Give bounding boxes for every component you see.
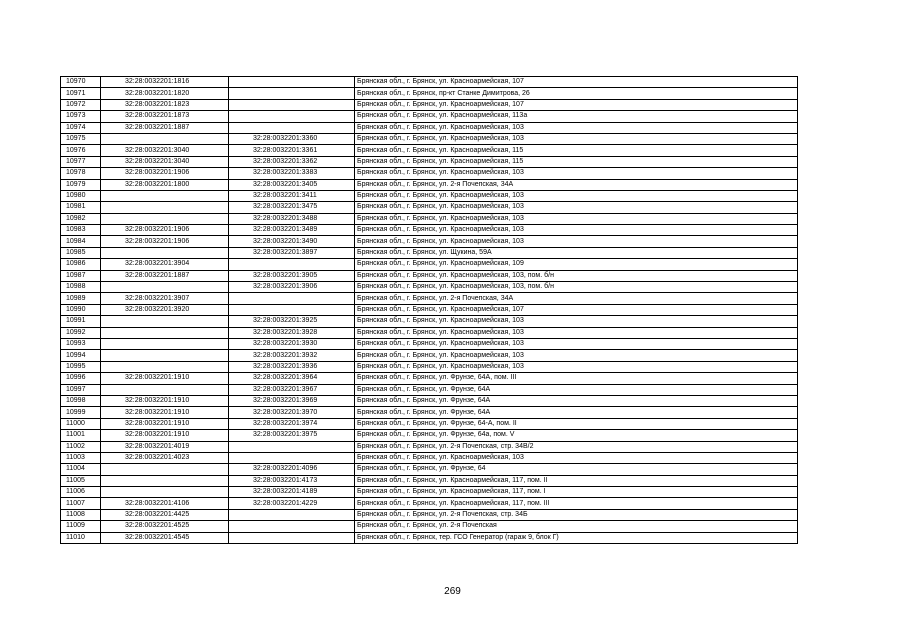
land-cadastral-number-cell: 32:28:0032201:1906 (101, 225, 229, 236)
table-row (61, 99, 798, 110)
table-row (61, 452, 798, 463)
row-number-cell: 10977 (61, 156, 101, 167)
address-cell: Брянская обл., г. Брянск, ул. Красноармейская, 109 (355, 259, 798, 270)
table-row (61, 270, 798, 281)
table-row (61, 487, 798, 498)
land-cadastral-number-cell: 32:28:0032201:1906 (101, 236, 229, 247)
address-cell: Брянская обл., г. Брянск, ул. Красноармейская, 103 (355, 316, 798, 327)
page-number: 269 (444, 586, 461, 597)
object-cadastral-number-cell: 32:28:0032201:3975 (229, 430, 355, 441)
object-cadastral-number-cell: 32:28:0032201:3488 (229, 213, 355, 224)
row-number-cell: 10982 (61, 213, 101, 224)
row-number-cell: 10975 (61, 133, 101, 144)
table-row (61, 475, 798, 486)
row-number-cell: 10992 (61, 327, 101, 338)
object-cadastral-number-cell: 32:28:0032201:3925 (229, 316, 355, 327)
object-cadastral-number-cell: 32:28:0032201:3930 (229, 338, 355, 349)
object-cadastral-number-cell: 32:28:0032201:3361 (229, 145, 355, 156)
table-row (61, 111, 798, 122)
object-cadastral-number-cell: 32:28:0032201:3490 (229, 236, 355, 247)
object-cadastral-number-cell: 32:28:0032201:3969 (229, 395, 355, 406)
table-row (61, 361, 798, 372)
table-row (61, 77, 798, 88)
table-row (61, 179, 798, 190)
table-row (61, 338, 798, 349)
row-number-cell: 11009 (61, 521, 101, 532)
land-cadastral-number-cell (101, 202, 229, 213)
land-cadastral-number-cell: 32:28:0032201:4106 (101, 498, 229, 509)
table-row (61, 156, 798, 167)
land-cadastral-number-cell: 32:28:0032201:1910 (101, 395, 229, 406)
address-cell: Брянская обл., г. Брянск, ул. Красноармейская, 115 (355, 156, 798, 167)
land-cadastral-number-cell: 32:28:0032201:1910 (101, 407, 229, 418)
land-cadastral-number-cell (101, 487, 229, 498)
row-number-cell: 10980 (61, 190, 101, 201)
table-row (61, 145, 798, 156)
table-row (61, 418, 798, 429)
address-cell: Брянская обл., г. Брянск, ул. 2-я Почепская (355, 521, 798, 532)
address-cell: Брянская обл., г. Брянск, ул. Красноармейская, 103 (355, 202, 798, 213)
land-cadastral-number-cell: 32:28:0032201:1820 (101, 88, 229, 99)
land-cadastral-number-cell: 32:28:0032201:1887 (101, 270, 229, 281)
table-row (61, 190, 798, 201)
object-cadastral-number-cell: 32:28:0032201:3475 (229, 202, 355, 213)
table-row (61, 316, 798, 327)
row-number-cell: 10979 (61, 179, 101, 190)
land-cadastral-number-cell (101, 316, 229, 327)
address-cell: Брянская обл., г. Брянск, ул. Фрунзе, 64А, пом. III (355, 373, 798, 384)
table-row (61, 430, 798, 441)
row-number-cell: 10987 (61, 270, 101, 281)
address-cell: Брянская обл., г. Брянск, ул. Красноармейская, 103 (355, 327, 798, 338)
row-number-cell: 10988 (61, 282, 101, 293)
land-cadastral-number-cell: 32:28:0032201:3904 (101, 259, 229, 270)
object-cadastral-number-cell (229, 304, 355, 315)
object-cadastral-number-cell (229, 99, 355, 110)
table-row (61, 395, 798, 406)
address-cell: Брянская обл., г. Брянск, ул. Красноармейская, 103 (355, 361, 798, 372)
address-cell: Брянская обл., г. Брянск, ул. 2-я Почепская, стр. 34В/2 (355, 441, 798, 452)
table-row (61, 213, 798, 224)
table-row (61, 88, 798, 99)
object-cadastral-number-cell: 32:28:0032201:3405 (229, 179, 355, 190)
land-cadastral-number-cell: 32:28:0032201:4425 (101, 509, 229, 520)
land-cadastral-number-cell: 32:28:0032201:1910 (101, 373, 229, 384)
land-cadastral-number-cell (101, 475, 229, 486)
land-cadastral-number-cell (101, 247, 229, 258)
land-cadastral-number-cell: 32:28:0032201:1800 (101, 179, 229, 190)
address-cell: Брянская обл., г. Брянск, ул. Красноармейская, 103 (355, 168, 798, 179)
address-cell: Брянская обл., г. Брянск, ул. Красноармейская, 117, пом. III (355, 498, 798, 509)
object-cadastral-number-cell: 32:28:0032201:3970 (229, 407, 355, 418)
row-number-cell: 10981 (61, 202, 101, 213)
table-row (61, 350, 798, 361)
land-cadastral-number-cell: 32:28:0032201:3040 (101, 156, 229, 167)
table-row (61, 384, 798, 395)
land-cadastral-number-cell: 32:28:0032201:1816 (101, 77, 229, 88)
address-cell: Брянская обл., г. Брянск, ул. Щукина, 59А (355, 247, 798, 258)
row-number-cell: 10999 (61, 407, 101, 418)
land-cadastral-number-cell (101, 361, 229, 372)
land-cadastral-number-cell: 32:28:0032201:1910 (101, 418, 229, 429)
land-cadastral-number-cell (101, 350, 229, 361)
table-row (61, 373, 798, 384)
address-cell: Брянская обл., г. Брянск, ул. Красноармейская, 107 (355, 304, 798, 315)
land-cadastral-number-cell: 32:28:0032201:4525 (101, 521, 229, 532)
land-cadastral-number-cell (101, 338, 229, 349)
address-cell: Брянская обл., г. Брянск, ул. Красноармейская, 113а (355, 111, 798, 122)
address-cell: Брянская обл., г. Брянск, тер. ГСО Генератор (гараж 9, блок Г) (355, 532, 798, 543)
land-cadastral-number-cell: 32:28:0032201:1823 (101, 99, 229, 110)
address-cell: Брянская обл., г. Брянск, ул. Красноармейская, 103, пом. б/н (355, 270, 798, 281)
table-row (61, 133, 798, 144)
table-row (61, 407, 798, 418)
object-cadastral-number-cell (229, 77, 355, 88)
land-cadastral-number-cell (101, 464, 229, 475)
land-cadastral-number-cell: 32:28:0032201:1906 (101, 168, 229, 179)
object-cadastral-number-cell (229, 532, 355, 543)
row-number-cell: 10995 (61, 361, 101, 372)
row-number-cell: 10998 (61, 395, 101, 406)
land-cadastral-number-cell: 32:28:0032201:1887 (101, 122, 229, 133)
land-cadastral-number-cell: 32:28:0032201:1873 (101, 111, 229, 122)
table-row (61, 236, 798, 247)
object-cadastral-number-cell: 32:28:0032201:3906 (229, 282, 355, 293)
table-row (61, 464, 798, 475)
object-cadastral-number-cell: 32:28:0032201:3489 (229, 225, 355, 236)
address-cell: Брянская обл., г. Брянск, ул. Красноармейская, 103 (355, 350, 798, 361)
address-cell: Брянская обл., г. Брянск, ул. Фрунзе, 64А (355, 407, 798, 418)
row-number-cell: 10991 (61, 316, 101, 327)
address-cell: Брянская обл., г. Брянск, ул. Фрунзе, 64А (355, 384, 798, 395)
table-row (61, 259, 798, 270)
object-cadastral-number-cell (229, 509, 355, 520)
land-cadastral-number-cell: 32:28:0032201:4023 (101, 452, 229, 463)
row-number-cell: 10971 (61, 88, 101, 99)
object-cadastral-number-cell (229, 259, 355, 270)
address-cell: Брянская обл., г. Брянск, ул. Фрунзе, 64 (355, 464, 798, 475)
row-number-cell: 11003 (61, 452, 101, 463)
object-cadastral-number-cell: 32:28:0032201:3936 (229, 361, 355, 372)
object-cadastral-number-cell: 32:28:0032201:3967 (229, 384, 355, 395)
row-number-cell: 10978 (61, 168, 101, 179)
object-cadastral-number-cell: 32:28:0032201:3360 (229, 133, 355, 144)
object-cadastral-number-cell (229, 111, 355, 122)
table-row (61, 168, 798, 179)
object-cadastral-number-cell (229, 293, 355, 304)
row-number-cell: 11001 (61, 430, 101, 441)
land-cadastral-number-cell (101, 327, 229, 338)
records-table-body (61, 77, 798, 544)
records-table (60, 76, 798, 544)
address-cell: Брянская обл., г. Брянск, ул. Красноармейская, 107 (355, 99, 798, 110)
row-number-cell: 10973 (61, 111, 101, 122)
row-number-cell: 10970 (61, 77, 101, 88)
table-row (61, 509, 798, 520)
table-row (61, 327, 798, 338)
table-row (61, 247, 798, 258)
table-row (61, 304, 798, 315)
object-cadastral-number-cell (229, 122, 355, 133)
row-number-cell: 10986 (61, 259, 101, 270)
address-cell: Брянская обл., г. Брянск, ул. Красноармейская, 103 (355, 338, 798, 349)
address-cell: Брянская обл., г. Брянск, ул. Красноармейская, 103 (355, 452, 798, 463)
table-row (61, 521, 798, 532)
address-cell: Брянская обл., г. Брянск, ул. 2-я Почепская, 34А (355, 179, 798, 190)
table-row (61, 122, 798, 133)
object-cadastral-number-cell (229, 88, 355, 99)
row-number-cell: 10993 (61, 338, 101, 349)
row-number-cell: 10984 (61, 236, 101, 247)
row-number-cell: 10997 (61, 384, 101, 395)
row-number-cell: 11007 (61, 498, 101, 509)
row-number-cell: 11010 (61, 532, 101, 543)
table-row (61, 202, 798, 213)
object-cadastral-number-cell: 32:28:0032201:4096 (229, 464, 355, 475)
address-cell: Брянская обл., г. Брянск, ул. Фрунзе, 64А (355, 395, 798, 406)
table-row (61, 498, 798, 509)
address-cell: Брянская обл., г. Брянск, пр-кт Станке Димитрова, 26 (355, 88, 798, 99)
row-number-cell: 11006 (61, 487, 101, 498)
land-cadastral-number-cell (101, 282, 229, 293)
object-cadastral-number-cell: 32:28:0032201:3383 (229, 168, 355, 179)
land-cadastral-number-cell: 32:28:0032201:3920 (101, 304, 229, 315)
object-cadastral-number-cell: 32:28:0032201:3974 (229, 418, 355, 429)
object-cadastral-number-cell: 32:28:0032201:3362 (229, 156, 355, 167)
address-cell: Брянская обл., г. Брянск, ул. Красноармейская, 103 (355, 190, 798, 201)
table-row (61, 441, 798, 452)
table-row (61, 532, 798, 543)
land-cadastral-number-cell (101, 190, 229, 201)
address-cell: Брянская обл., г. Брянск, ул. 2-я Почепская, 34А (355, 293, 798, 304)
land-cadastral-number-cell (101, 133, 229, 144)
address-cell: Брянская обл., г. Брянск, ул. Красноармейская, 103 (355, 225, 798, 236)
object-cadastral-number-cell: 32:28:0032201:4229 (229, 498, 355, 509)
land-cadastral-number-cell: 32:28:0032201:3040 (101, 145, 229, 156)
address-cell: Брянская обл., г. Брянск, ул. Красноармейская, 117, пом. I (355, 487, 798, 498)
object-cadastral-number-cell: 32:28:0032201:3411 (229, 190, 355, 201)
row-number-cell: 10985 (61, 247, 101, 258)
object-cadastral-number-cell: 32:28:0032201:3905 (229, 270, 355, 281)
land-cadastral-number-cell: 32:28:0032201:3907 (101, 293, 229, 304)
address-cell: Брянская обл., г. Брянск, ул. Фрунзе, 64а, пом. V (355, 430, 798, 441)
row-number-cell: 11008 (61, 509, 101, 520)
address-cell: Брянская обл., г. Брянск, ул. Красноармейская, 115 (355, 145, 798, 156)
object-cadastral-number-cell: 32:28:0032201:3964 (229, 373, 355, 384)
row-number-cell: 11002 (61, 441, 101, 452)
address-cell: Брянская обл., г. Брянск, ул. Красноармейская, 103 (355, 133, 798, 144)
address-cell: Брянская обл., г. Брянск, ул. Фрунзе, 64-А, пом. II (355, 418, 798, 429)
row-number-cell: 10996 (61, 373, 101, 384)
land-cadastral-number-cell: 32:28:0032201:4019 (101, 441, 229, 452)
address-cell: Брянская обл., г. Брянск, ул. Красноармейская, 103 (355, 213, 798, 224)
row-number-cell: 11000 (61, 418, 101, 429)
address-cell: Брянская обл., г. Брянск, ул. Красноармейская, 103, пом. б/н (355, 282, 798, 293)
row-number-cell: 10974 (61, 122, 101, 133)
object-cadastral-number-cell: 32:28:0032201:4189 (229, 487, 355, 498)
row-number-cell: 10983 (61, 225, 101, 236)
object-cadastral-number-cell (229, 452, 355, 463)
address-cell: Брянская обл., г. Брянск, ул. Красноармейская, 107 (355, 77, 798, 88)
row-number-cell: 10989 (61, 293, 101, 304)
address-cell: Брянская обл., г. Брянск, ул. 2-я Почепская, стр. 34Б (355, 509, 798, 520)
land-cadastral-number-cell: 32:28:0032201:1910 (101, 430, 229, 441)
row-number-cell: 11005 (61, 475, 101, 486)
address-cell: Брянская обл., г. Брянск, ул. Красноармейская, 103 (355, 236, 798, 247)
object-cadastral-number-cell (229, 521, 355, 532)
land-cadastral-number-cell (101, 384, 229, 395)
row-number-cell: 10994 (61, 350, 101, 361)
table-row (61, 282, 798, 293)
address-cell: Брянская обл., г. Брянск, ул. Красноармейская, 103 (355, 122, 798, 133)
object-cadastral-number-cell: 32:28:0032201:3928 (229, 327, 355, 338)
table-row (61, 225, 798, 236)
row-number-cell: 10972 (61, 99, 101, 110)
land-cadastral-number-cell (101, 213, 229, 224)
land-cadastral-number-cell: 32:28:0032201:4545 (101, 532, 229, 543)
row-number-cell: 10990 (61, 304, 101, 315)
row-number-cell: 10976 (61, 145, 101, 156)
object-cadastral-number-cell (229, 441, 355, 452)
object-cadastral-number-cell: 32:28:0032201:3897 (229, 247, 355, 258)
address-cell: Брянская обл., г. Брянск, ул. Красноармейская, 117, пом. II (355, 475, 798, 486)
object-cadastral-number-cell: 32:28:0032201:3932 (229, 350, 355, 361)
table-row (61, 293, 798, 304)
row-number-cell: 11004 (61, 464, 101, 475)
object-cadastral-number-cell: 32:28:0032201:4173 (229, 475, 355, 486)
